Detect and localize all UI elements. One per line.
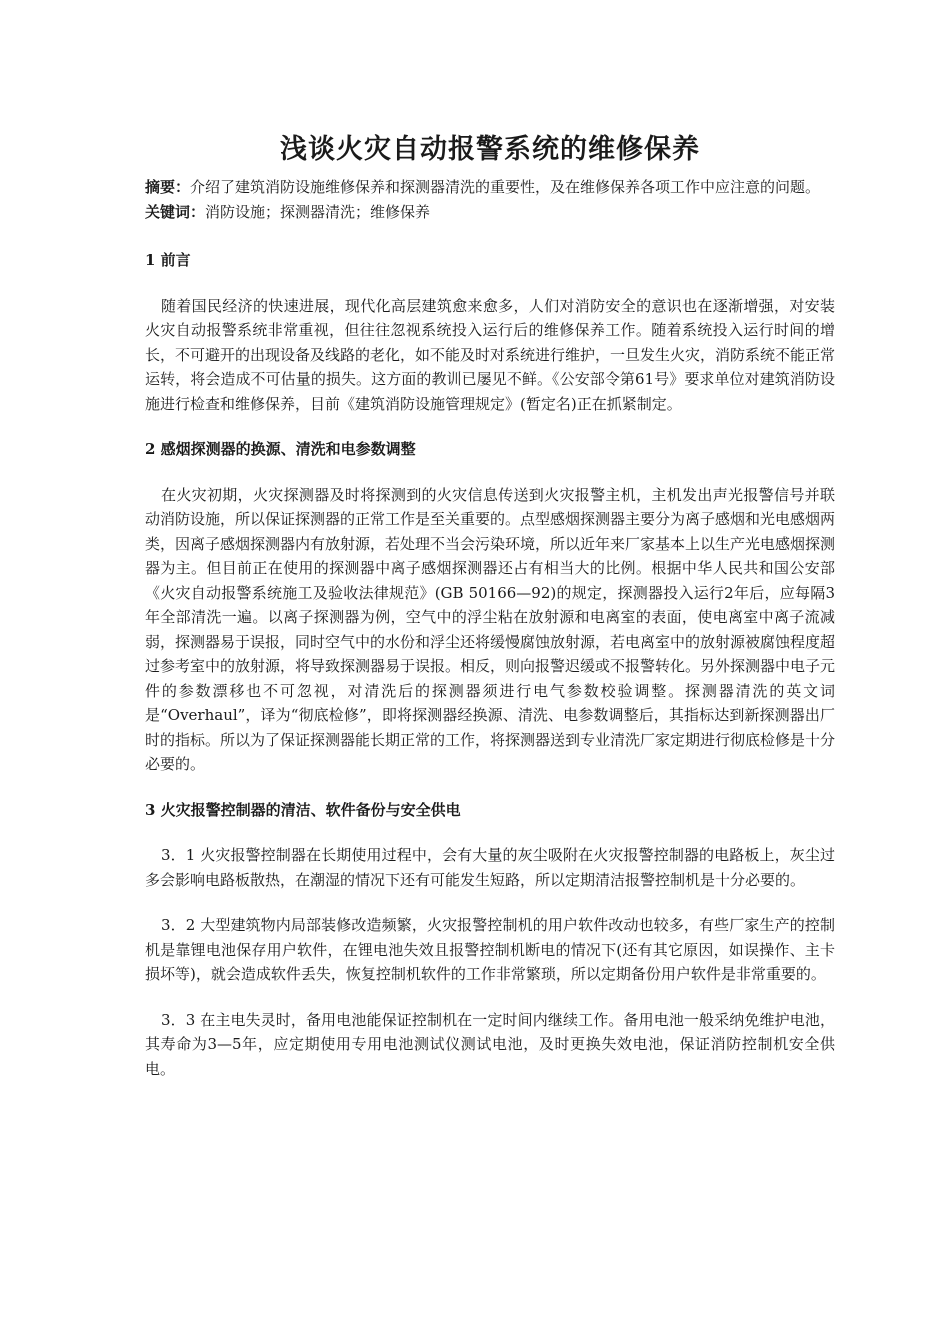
section-2-paragraph-1: 在火灾初期，火灾探测器及时将探测到的火灾信息传送到火灾报警主机，主机发出声光报警信号并联动消防设施，所以保证探测器的正常工作是至关重要的。点型感烟探测器主要分为离子感烟和光电感烟两类，因离子感烟探测器内有放射源，若处理不当会污染环境，所以近年来厂家基本上以生产光电感烟探测器为主。但目前正在使用的探测器中离子感烟探测器还占有相当大的比例。根据中华人民共和国公安部《火灾自动报警系统施工及验收法律规范》(GB 50166—92)的规定，探测器投入运行2年后，应每隔3年全部清洗一遍。以离子探测器为例，空气中的浮尘粘在放射源和电离室的表面，使电离室中离子流减弱，探测器易于误报，同时空气中的水份和浮尘还将缓慢腐蚀放射源，若电离室中的放射源被腐蚀程度超过参考室中的放射源，将导致探测器易于误报。相反，则向报警迟缓或不报警转化。另外探测器中电子元件的参数漂移也不可忽视，对清洗后的探测器须进行电气参数校验调整。探测器清洗的英文词是“Overhaul”，译为“彻底检修”，即将探测器经换源、清洗、电参数调整后，其指标达到新探测器出厂时的指标。所以为了保证探测器能长期正常的工作，将探测器送到专业清洗厂家定期进行彻底检修是十分必要的。 [145, 485, 836, 773]
document-title: 浅谈火灾自动报警系统的维修保养 [280, 134, 700, 165]
section-heading-2: 2 感烟探测器的换源、清洗和电参数调整 [145, 440, 416, 458]
keywords-colon: ： [190, 202, 206, 221]
abstract-text: 介绍了建筑消防设施维修保养和探测器清洗的重要性，及在维修保养各项工作中应注意的问题。 [190, 178, 821, 196]
section-heading-3: 3 火灾报警控制器的清洁、软件备份与安全供电 [145, 800, 461, 819]
abstract [145, 175, 835, 200]
keywords-text: 消防设施；探测器清洗；维修保养 [205, 202, 431, 221]
abstract-label: 摘要 [145, 178, 176, 196]
abstract-colon: ： [175, 178, 191, 196]
section-3-paragraph-3: 3．3 在主电失灵时，备用电池能保证控制机在一定时间内继续工作。备用电池一般采纳免维护电池，其寿命为3—5年，应定期使用专用电池测试仪测试电池，及时更换失效电池，保证消防控制机安全供电。 [145, 1010, 835, 1078]
section-3-paragraph-2: 3．2 大型建筑物内局部装修改造频繁，火灾报警控制机的用户软件改动也较多，有些厂家生产的控制机是靠锂电池保存用户软件，在锂电池失效且报警控制机断电的情况下(还有其它原因，如误操作、主卡损坏等)，就会造成软件丢失，恢复控制机软件的工作非常繁琐，所以定期备份用户软件是非常重要的。 [145, 916, 835, 983]
section-heading-1: 1 前言 [145, 251, 191, 269]
keywords-label: 关键词 [145, 202, 191, 221]
keywords [145, 200, 835, 225]
section-1-paragraph-1: 随着国民经济的快速进展，现代化高层建筑愈来愈多，人们对消防安全的意识也在逐渐增强，对安装火灾自动报警系统非常重视，但往往忽视系统投入运行后的维修保养工作。随着系统投入运行时间的增长，不可避开的出现设备及线路的老化，如不能及时对系统进行维护，一旦发生火灾，消防系统不能正常运转，将会造成不可估量的损失。这方面的教训已屡见不鲜。《公安部令第61号》要求单位对建筑消防设施进行检查和维修保养，目前《建筑消防设施管理规定》(暂定名)正在抓紧制定。 [145, 296, 836, 413]
document-body [145, 175, 835, 1081]
section-3-paragraph-1: 3．1 火灾报警控制器在长期使用过程中，会有大量的灰尘吸附在火灾报警控制器的电路板上，灰尘过多会影响电路板散热，在潮湿的情况下还有可能发生短路，所以定期清洁报警控制机是十分必要的。 [145, 846, 835, 889]
